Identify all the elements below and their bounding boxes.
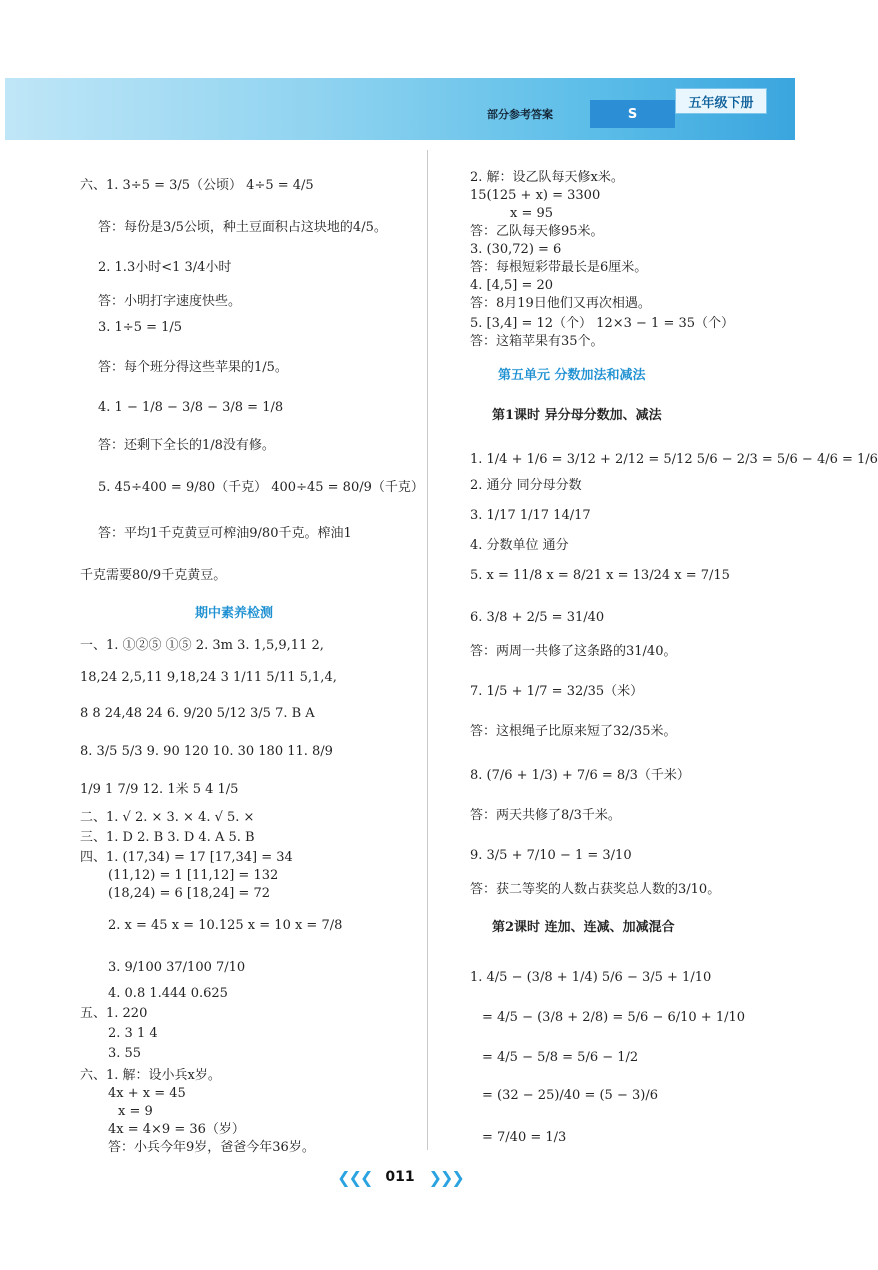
answer-line: 4. 分数单位 通分 — [470, 538, 569, 553]
answer-line: 答：这根绳子比原来短了32/35米。 — [470, 724, 677, 739]
answer-line: 2. x = 45 x = 10.125 x = 10 x = 7/8 — [108, 918, 343, 933]
answer-line: 1. 4/5 − (3/8 + 1/4) 5/6 − 3/5 + 1/10 — [470, 970, 712, 985]
answer-line: 4. 1 − 1/8 − 3/8 − 3/8 = 1/8 — [98, 400, 284, 415]
answer-line: 答：两天共修了8/3千米。 — [470, 808, 621, 823]
answer-line: 六、1. 解：设小兵x岁。 — [80, 1068, 221, 1083]
answer-line: 三、1. D 2. B 3. D 4. A 5. B — [80, 830, 255, 845]
answer-line: 六、1. 3÷5 = 3/5（公顷） 4÷5 = 4/5 — [80, 178, 314, 193]
answer-line: 答：这箱苹果有35个。 — [470, 334, 604, 349]
answer-line: x = 95 — [510, 206, 554, 221]
answer-line: 3. (30,72) = 6 — [470, 242, 562, 257]
answer-line: = 7/40 = 1/3 — [482, 1130, 567, 1145]
answer-line: 18,24 2,5,11 9,18,24 3 1/11 5/11 5,1,4, — [80, 670, 337, 685]
answer-line: 6. 3/8 + 2/5 = 31/40 — [470, 610, 605, 625]
answer-line: 五、1. 220 — [80, 1006, 148, 1021]
answer-line: 4. 0.8 1.444 0.625 — [108, 986, 228, 1001]
answer-line: 1/9 1 7/9 12. 1米 5 4 1/5 — [80, 782, 239, 797]
answer-line: 二、1. √ 2. × 3. × 4. √ 5. × — [80, 810, 255, 825]
section-heading: 第五单元 分数加法和减法 — [498, 368, 646, 383]
section-heading: 期中素养检测 — [195, 606, 274, 621]
answer-line: 答：乙队每天修95米。 — [470, 224, 604, 239]
answer-line: 答：两周一共修了这条路的31/40。 — [470, 644, 677, 659]
answer-line: 千克需要80/9千克黄豆。 — [80, 568, 227, 583]
answer-line: 答：每根短彩带最长是6厘米。 — [470, 260, 648, 275]
answer-line: 3. 1/17 1/17 14/17 — [470, 508, 591, 523]
answer-line: 15(125 + x) = 3300 — [470, 188, 601, 203]
lesson-heading: 第1课时 异分母分数加、减法 — [492, 408, 662, 423]
answer-line: 5. [3,4] = 12（个） 12×3 − 1 = 35（个） — [470, 316, 735, 331]
answer-line: 2. 3 1 4 — [108, 1026, 158, 1041]
answer-line: 8. (7/6 + 1/3) + 7/6 = 8/3（千米） — [470, 768, 690, 783]
answer-line: 答：小明打字速度快些。 — [98, 294, 242, 309]
answer-line: 2. 通分 同分母分数 — [470, 478, 582, 493]
page-footer — [0, 1165, 800, 1189]
answer-line: 答：每份是3/5公顷，种土豆面积占这块地的4/5。 — [98, 220, 387, 235]
column-divider — [427, 150, 428, 1150]
header-title: 部分参考答案 — [487, 108, 553, 121]
answer-line: 7. 1/5 + 1/7 = 32/35（米） — [470, 684, 644, 699]
answer-line: (11,12) = 1 [11,12] = 132 — [108, 868, 279, 883]
answer-line: 3. 55 — [108, 1046, 142, 1061]
answer-line: = 4/5 − 5/8 = 5/6 − 1/2 — [482, 1050, 639, 1065]
page-number: 011 — [385, 1169, 415, 1185]
answer-line: 答：8月19日他们又再次相遇。 — [470, 296, 651, 311]
answer-line: 8. 3/5 5/3 9. 90 120 10. 30 180 11. 8/9 — [80, 744, 333, 759]
answer-line: 2. 1.3小时<1 3/4小时 — [98, 260, 232, 275]
answer-line: 4. [4,5] = 20 — [470, 278, 554, 293]
header-logo: S — [590, 100, 675, 128]
answer-line: x = 9 — [118, 1104, 153, 1119]
answer-line: 4x + x = 45 — [108, 1086, 186, 1101]
answer-line: 9. 3/5 + 7/10 − 1 = 3/10 — [470, 848, 632, 863]
answer-line: (18,24) = 6 [18,24] = 72 — [108, 886, 270, 901]
answer-line: 答：小兵今年9岁，爸爸今年36岁。 — [108, 1140, 315, 1155]
answer-line: 四、1. (17,34) = 17 [17,34] = 34 — [80, 850, 293, 865]
answer-line: 3. 9/100 37/100 7/10 — [108, 960, 246, 975]
answer-line: 5. x = 11/8 x = 8/21 x = 13/24 x = 7/15 — [470, 568, 730, 583]
answer-line: 答：还剩下全长的1/8没有修。 — [98, 438, 275, 453]
answer-line: 8 8 24,48 24 6. 9/20 5/12 3/5 7. B A — [80, 706, 315, 721]
lesson-heading: 第2课时 连加、连减、加减混合 — [492, 920, 675, 935]
answer-line: 答：每个班分得这些苹果的1/5。 — [98, 360, 288, 375]
answer-line: 答：获二等奖的人数占获奖总人数的3/10。 — [470, 882, 721, 897]
answer-line: 3. 1÷5 = 1/5 — [98, 320, 183, 335]
answer-line: 一、1. ①②⑤ ①⑤ 2. 3m 3. 1,5,9,11 2, — [80, 638, 324, 653]
answer-line: 1. 1/4 + 1/6 = 3/12 + 2/12 = 5/12 5/6 − 2/3 = 5/6 − 4/6 = 1/6 — [470, 452, 878, 467]
answer-line: 5. 45÷400 = 9/80（千克） 400÷45 = 80/9（千克） — [98, 480, 424, 495]
chevrons-right-icon: ❯❯❯ — [428, 1167, 463, 1187]
answer-line: 2. 解：设乙队每天修x米。 — [470, 170, 624, 185]
answer-line: = 4/5 − (3/8 + 2/8) = 5/6 − 6/10 + 1/10 — [482, 1010, 746, 1025]
answer-line: 4x = 4×9 = 36（岁） — [108, 1122, 245, 1137]
answer-line: = (32 − 25)/40 = (5 − 3)/6 — [482, 1088, 658, 1103]
header-grade: 五年级下册 — [675, 88, 767, 114]
answer-line: 答：平均1千克黄豆可榨油9/80千克。榨油1 — [98, 526, 352, 541]
chevrons-left-icon: ❮❮❮ — [337, 1167, 372, 1187]
